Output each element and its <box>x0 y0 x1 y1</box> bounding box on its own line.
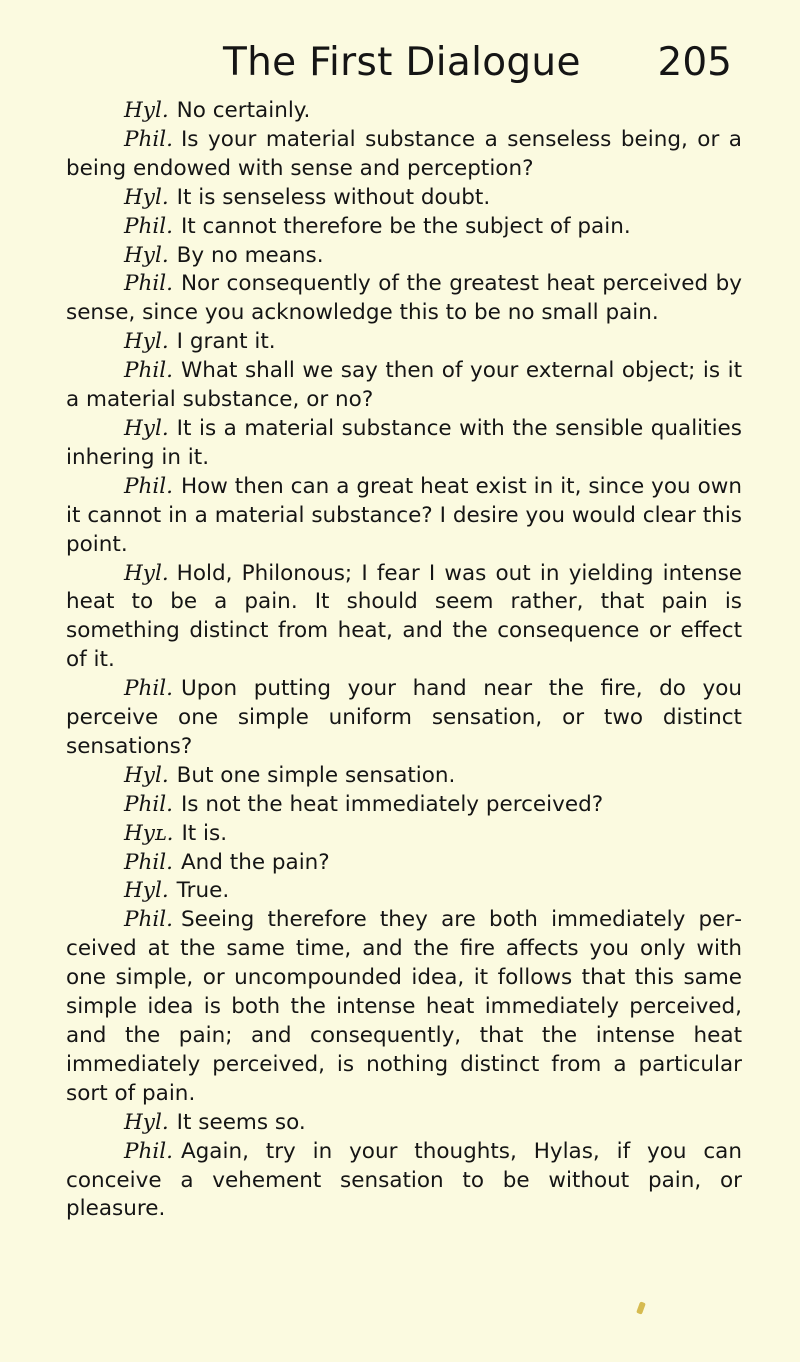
speech-text: It cannot therefore be the subject of pain. <box>180 213 631 239</box>
paper-fleck <box>636 1301 646 1314</box>
dialogue-paragraph <box>66 242 742 271</box>
dialogue-paragraph <box>66 849 742 878</box>
dialogue-paragraph <box>66 560 742 676</box>
speech-text: Nor consequently of the greatest heat perceived by sense, since you acknowledge this to be no small pain. <box>66 271 742 326</box>
speech-text: What shall we say then of your external object; is it a material substance, or no? <box>66 358 742 413</box>
speaker-label: Phil. <box>124 676 173 702</box>
speech-text: It is. <box>181 820 228 846</box>
dialogue-paragraph <box>66 820 742 849</box>
dialogue-paragraph <box>66 270 742 328</box>
speaker-label: Hyl. <box>124 242 169 268</box>
dialogue-paragraph <box>66 791 742 820</box>
dialogue-paragraph <box>66 126 742 184</box>
speech-text: Is your material substance a senseless being, or a being endowed with sense and perception? <box>66 126 742 181</box>
speech-text: Seeing therefore they are both immediately perceived at the same time, and the fire affects you only with one simple, or uncompounded idea, it follows that this same simple idea is both the intense heat immediately perceived, and the pain; and consequently, that the intense heat immediately perceived, is nothing distinct from a particular sort of pain. <box>66 907 742 1106</box>
speaker-label: Hyl. <box>124 878 169 904</box>
speech-text: No certainly. <box>176 98 311 123</box>
dialogue-paragraph <box>66 328 742 357</box>
speech-text: Upon putting your hand near the fire, do you perceive one simple uniform sensation, or two distinct sensations? <box>66 676 742 759</box>
speaker-label: Hyʟ. <box>124 820 174 846</box>
dialogue-paragraph <box>66 357 742 415</box>
dialogue-paragraph <box>66 213 742 242</box>
speaker-label: Hyl. <box>124 1109 169 1135</box>
dialogue-paragraph <box>66 675 742 762</box>
dialogue-paragraph <box>66 473 742 560</box>
dialogue-paragraph <box>66 762 742 791</box>
speech-text: It is senseless without doubt. <box>176 184 491 210</box>
dialogue-paragraph <box>66 184 742 213</box>
dialogue-paragraph <box>66 906 742 1108</box>
speaker-label: Phil. <box>124 358 173 384</box>
dialogue-paragraph <box>66 97 742 126</box>
dialogue-paragraph <box>66 1138 742 1225</box>
speaker-label: Hyl. <box>124 415 169 441</box>
speaker-label: Phil. <box>124 213 173 239</box>
speech-text: By no means. <box>176 242 324 268</box>
dialogue-paragraph <box>66 415 742 473</box>
speaker-label: Hyl. <box>124 762 169 788</box>
speech-text: Is not the heat immediately perceived? <box>180 791 604 817</box>
dialogue-paragraph <box>66 1109 742 1138</box>
speaker-label: Phil. <box>124 1138 173 1164</box>
speaker-label: Hyl. <box>124 329 169 355</box>
running-header <box>68 40 736 100</box>
speech-text: It seems so. <box>176 1109 306 1135</box>
speaker-label: Phil. <box>124 907 173 933</box>
speech-text: True. <box>176 878 230 904</box>
speaker-label: Hyl. <box>124 560 169 586</box>
dialogue-text <box>66 97 742 1224</box>
speaker-label: Phil. <box>124 126 173 152</box>
speaker-label: Phil. <box>124 849 173 875</box>
speech-text: Hold, Philonous; I fear I was out in yielding intense heat to be a pain. It should seem rather, that pain is something distinct from heat, and the consequence or effect of it. <box>66 560 742 673</box>
speech-text: It is a material substance with the sensible qualities inhering in it. <box>66 415 742 470</box>
speaker-label: Phil. <box>124 473 173 499</box>
speech-text: Again, try in your thoughts, Hylas, if you can conceive a vehement sensation to be without pain, or pleasure. <box>66 1138 742 1222</box>
running-title: The First Dialogue <box>223 40 581 85</box>
speech-text: I grant it. <box>176 329 276 355</box>
speech-text: And the pain? <box>180 849 330 875</box>
dialogue-paragraph <box>66 877 742 906</box>
speaker-label: Hyl. <box>124 98 169 123</box>
speaker-label: Phil. <box>124 791 173 817</box>
speaker-label: Phil. <box>124 271 173 297</box>
speech-text: But one simple sensation. <box>176 762 456 788</box>
speech-text: How then can a great heat exist in it, since you own it cannot in a material substance? I desire you would clear this point. <box>66 473 742 557</box>
page-number: 205 <box>657 40 732 85</box>
speaker-label: Hyl. <box>124 184 169 210</box>
